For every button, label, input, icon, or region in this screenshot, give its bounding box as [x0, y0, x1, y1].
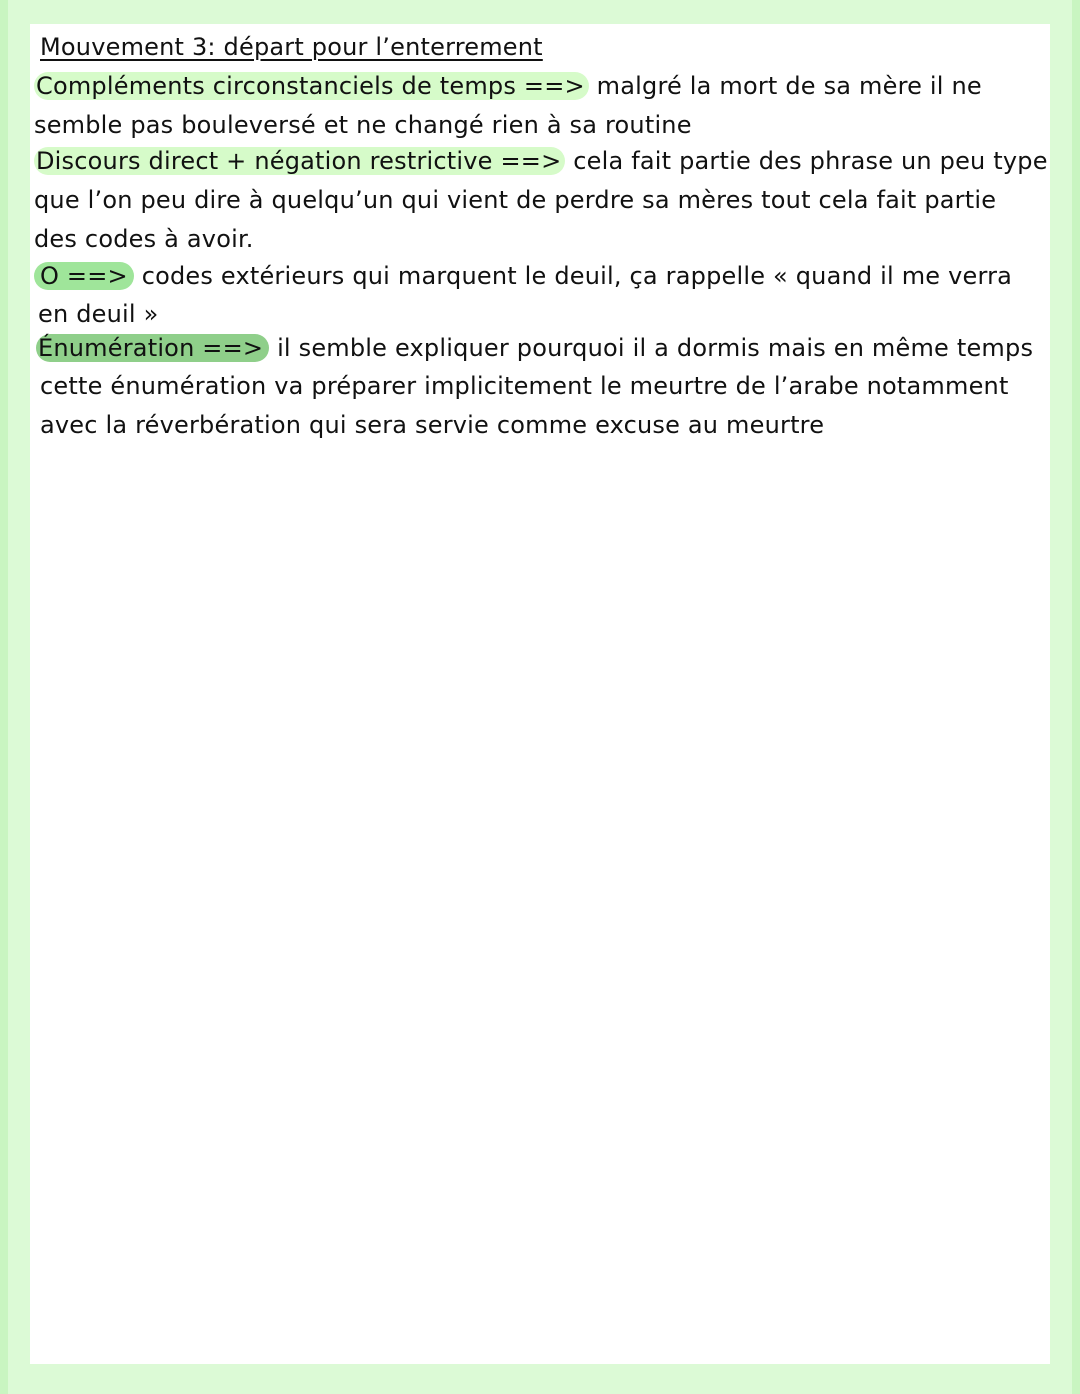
highlighted-term: O ==>	[34, 262, 134, 290]
highlighted-term: Compléments circonstanciels de temps ==>	[34, 72, 589, 100]
note-line: semble pas bouleversé et ne changé rien à sa routine	[34, 111, 692, 139]
page-border-left	[0, 0, 30, 1394]
note-text: malgré la mort de sa mère il ne	[588, 72, 982, 100]
note-line	[34, 146, 1048, 176]
highlighted-term: Énumération ==>	[36, 334, 269, 362]
page-border-right	[1050, 0, 1080, 1394]
note-line: en deuil »	[38, 300, 159, 328]
note-line: que l’on peu dire à quelqu’un qui vient de perdre sa mères tout cela fait partie	[34, 186, 997, 214]
note-line: cette énumération va préparer implicitement le meurtre de l’arabe notamment	[40, 372, 1009, 400]
note-text: codes extérieurs qui marquent le deuil, ça rappelle « quand il me verra	[133, 262, 1013, 290]
note-line	[34, 261, 1012, 291]
note-line	[34, 71, 982, 101]
note-line: avec la réverbération qui sera servie comme excuse au meurtre	[40, 411, 825, 439]
page-title: Mouvement 3: départ pour l’enterrement	[40, 33, 543, 61]
note-page	[30, 24, 1050, 1364]
page-border-bottom	[0, 1364, 1080, 1394]
note-line: des codes à avoir.	[34, 225, 254, 253]
note-text: cela fait partie des phrase un peu type	[565, 147, 1048, 175]
highlighted-term: Discours direct + négation restrictive ==>	[34, 147, 565, 175]
note-line	[36, 333, 1033, 363]
note-text: il semble expliquer pourquoi il a dormis mais en même temps	[269, 334, 1034, 362]
page-border-top	[0, 0, 1080, 24]
